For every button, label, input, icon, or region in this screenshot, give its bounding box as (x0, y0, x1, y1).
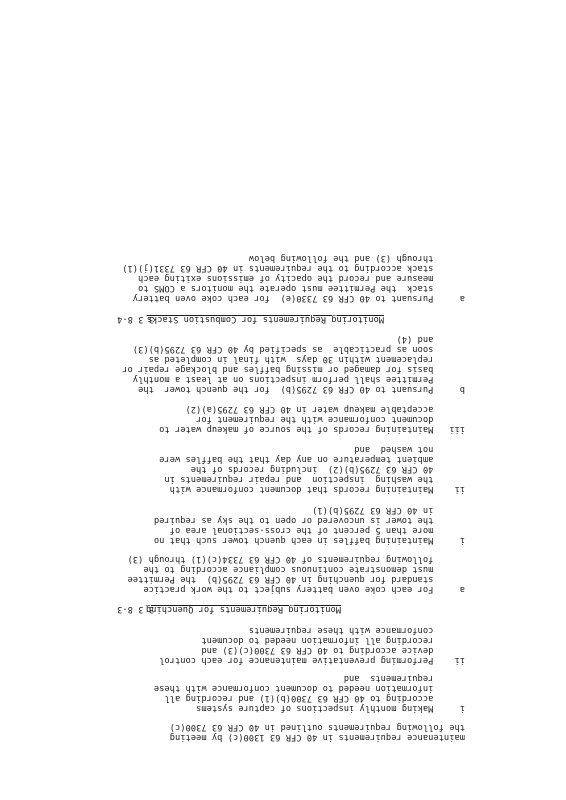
text-line: more than 5 percent of the cross-sectional area of (169, 525, 465, 535)
list-item-marker-line: a For each coke oven battery subject to the work practice (143, 584, 465, 594)
text-line: basis for damaged or missing baffles and blockage repair or (122, 364, 465, 374)
text-line: the washing inspection and repair requirements in (164, 474, 465, 484)
list-item-marker-line: b Pursuant to 40 CFR 63 7295(b) for the quench tower the (138, 384, 465, 394)
section-heading: Monitoring Requirements for Quenching (145, 604, 341, 614)
section-number: 3 3 8-3 (117, 604, 154, 614)
text-line: information needed to document conformance with these (153, 683, 465, 693)
section-number: 3 3 8-4 (117, 314, 154, 324)
text-line: Permittee shall perform inspections on at least a monthly (132, 374, 465, 384)
text-line: according to 40 CFR 63 7300(b)(1) and recording all (164, 693, 465, 703)
text-line: measure and record the opacity of emissions exiting each (138, 273, 465, 283)
text-line: and (4) (396, 334, 465, 344)
text-line: must demonstrate continuous compliance according to the (143, 564, 465, 574)
text-line: maintenance requirements in 40 CFR 63 1300(c) by meeting (169, 732, 465, 742)
section-heading: Monitoring Requirements for Combustion Stacks (146, 314, 384, 324)
text-line: stack the Permittee must operate the monitors a COMS to (138, 283, 465, 293)
list-item-marker-line: ii Performing preventative maintenance for each control (159, 655, 465, 665)
text-line: requirements and (343, 673, 465, 683)
list-item-marker-line: ii Maintaining records that document conformance with (169, 484, 465, 494)
text-line: the following requirements outlined in 40 CFR 63 7300(c) (169, 722, 465, 732)
text-line: soon as practicable as specified by 40 CFR 63 7295(b)(3) (132, 344, 465, 354)
text-line: 40 CFR 63 7295(b)(2) including records of the (190, 464, 465, 474)
list-item-marker-line: i Maintaining baffles in each quench tower such that no (153, 535, 465, 545)
text-line: in 40 CFR 63 7295(b)(1) (312, 505, 465, 515)
text-line: stack according to the requirements in 40 CFR 63 7331(j)(1) (122, 263, 465, 273)
list-item-marker-line: i Making monthly inspections of capture systems (196, 703, 465, 713)
text-line: recording all information needed to document (201, 635, 465, 645)
text-line: not washed and (354, 444, 465, 454)
text-line: document conformance with the requirement for (196, 414, 465, 424)
text-line: conformance with these requirements (248, 625, 465, 635)
list-item-marker-line: a Pursuant to 40 CFR 63 7330(e) for each coke oven battery (132, 293, 465, 303)
text-line: ambient temperature on any day that the baffles were (159, 454, 465, 464)
text-line: acceptable makeup water in 40 CFR 63 7295(a)(2) (185, 404, 465, 414)
text-line: standard for quenching in 40 CFR 63 7295(b) the Permittee (127, 574, 465, 584)
text-line: through (3) and the following below (248, 253, 465, 263)
text-line: replacement within 30 days with final in completed as (148, 354, 465, 364)
list-item-marker-line: iii Maintaining records of the source of makeup water to (159, 424, 465, 434)
text-line: following requirements of 40 CFR 63 7334(c)(1) through (3) (127, 554, 465, 564)
text-line: the tower is uncovered or open to the sky as required (153, 515, 465, 525)
text-line: device according to 40 CFR 63 7300(c)(3) and (201, 645, 465, 655)
